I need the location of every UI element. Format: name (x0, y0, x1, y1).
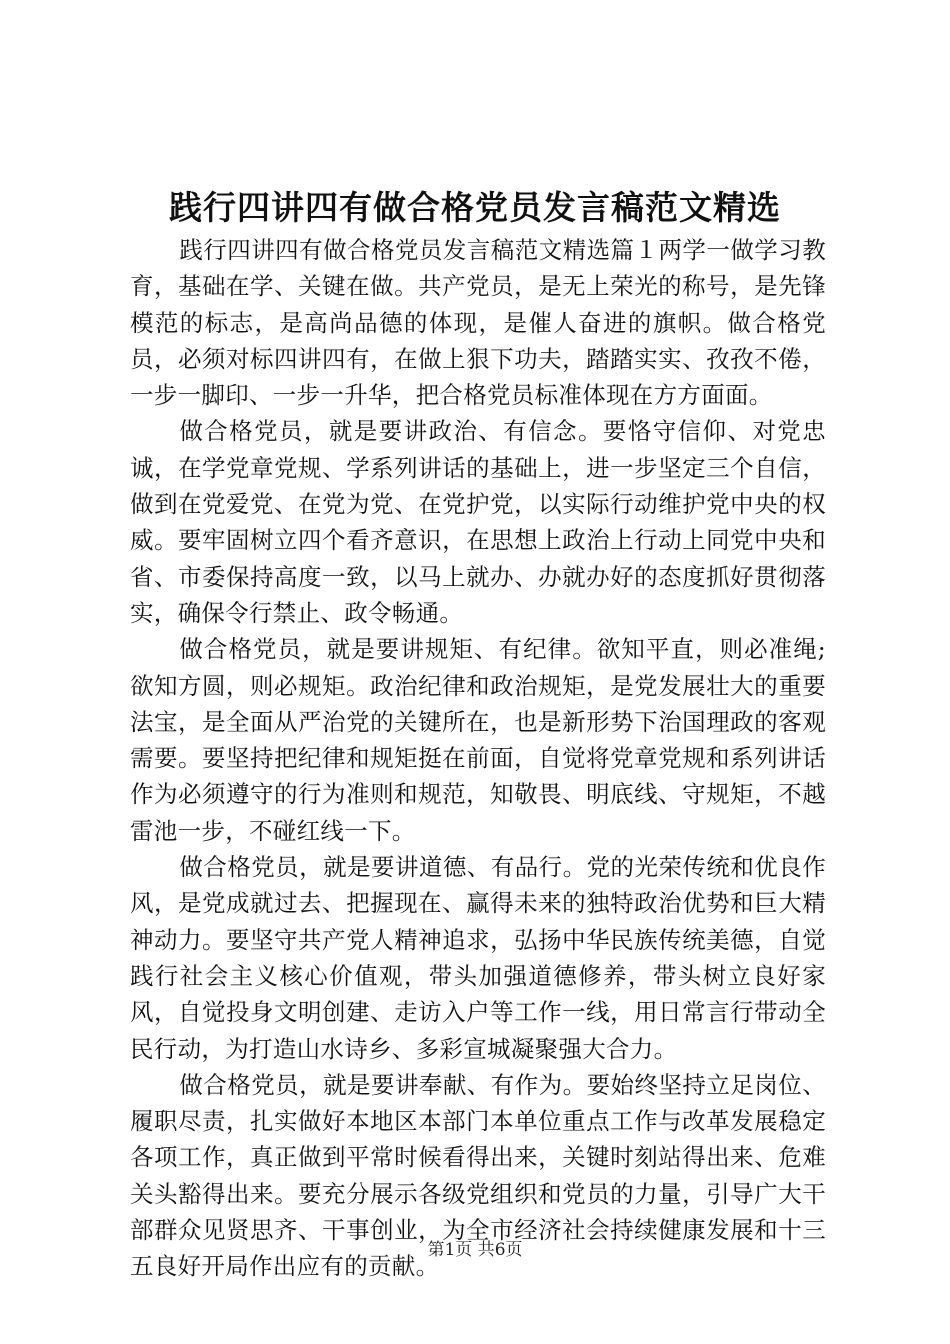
document-title: 践行四讲四有做合格党员发言稿范文精选 (169, 188, 781, 227)
paragraph-2: 做合格党员，就是要讲政治、有信念。要恪守信仰、对党忠诚，在学党章党规、学系列讲话的基础上，进一步坚定三个自信，做到在党爱党、在党为党、在党护党，以实际行动维护党中央的权威。要牢固树立四个看齐意识，在思想上政治上行动上同党中央和省、市委保持高度一致，以马上就办、办就办好的态度抓好贯彻落实，确保令行禁止、政令畅通。 (130, 417, 826, 627)
document-body (130, 232, 826, 1285)
page-number-footer: 第1页 共6页 (427, 1240, 523, 1260)
paragraph-5: 做合格党员，就是要讲奉献、有作为。要始终坚持立足岗位、履职尽责，扎实做好本地区本部门本单位重点工作与改革发展稳定各项工作，真正做到平常时候看得出来，关键时刻站得出来、危难关头豁得出来。要充分展示各级党组织和党员的力量，引导广大干部群众见贤思齐、干事创业，为全市经济社会持续健康发展和十三五良好开局作出应有的贡献。 (130, 1070, 826, 1281)
paragraph-4: 做合格党员，就是要讲道德、有品行。党的光荣传统和优良作风，是党成就过去、把握现在、赢得未来的独特政治优势和巨大精神动力。要坚守共产党人精神追求，弘扬中华民族传统美德，自觉践行社会主义核心价值观，带头加强道德修养，带头树立良好家风，自觉投身文明创建、走访入户等工作一线，用日常言行带动全民行动，为打造山水诗乡、多彩宣城凝聚强大合力。 (130, 853, 826, 1063)
paragraph-3: 做合格党员，就是要讲规矩、有纪律。欲知平直，则必准绳;欲知方圆，则必规矩。政治纪律和政治规矩，是党发展壮大的重要法宝，是全面从严治党的关键所在，也是新形势下治国理政的客观需要。要坚持把纪律和规矩挺在前面，自觉将党章党规和系列讲话作为必须遵守的行为准则和规范，知敬畏、明底线、守规矩，不越雷池一步，不碰红线一下。 (130, 635, 826, 845)
paragraph-1: 践行四讲四有做合格党员发言稿范文精选篇１两学一做学习教育，基础在学、关键在做。共产党员，是无上荣光的称号，是先锋模范的标志，是高尚品德的体现，是催人奋进的旗帜。做合格党员，必须对标四讲四有，在做上狠下功夫，踏踏实实、孜孜不倦，一步一脚印、一步一升华，把合格党员标准体现在方方面面。 (130, 236, 826, 410)
